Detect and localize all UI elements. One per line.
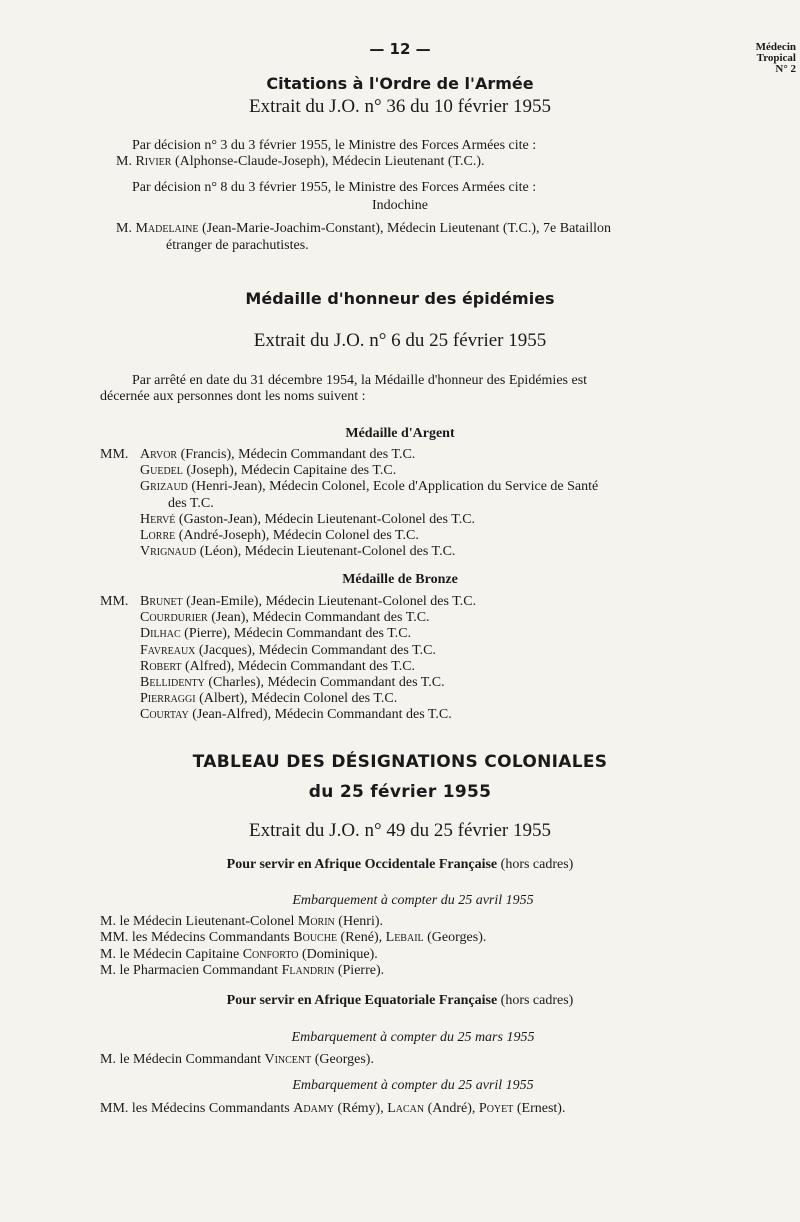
person-details: (Jean-Marie-Joachim-Constant), Médecin Lieutenant (T.C.), 7e Bataillon	[201, 221, 612, 236]
person-name: Robert	[140, 658, 182, 674]
person-name: Pierraggi	[140, 691, 196, 707]
person-name: Dilhac	[140, 626, 181, 642]
person-details: (Francis), Médecin Commandant des T.C.	[180, 447, 416, 462]
list-item	[140, 544, 598, 560]
rank-text: M. le Médecin Lieutenant-Colonel	[100, 914, 298, 929]
list-item	[140, 496, 598, 512]
rank-text: M. le Pharmacien Commandant	[100, 962, 282, 978]
list-item	[140, 528, 598, 544]
person-name: Adamy	[293, 1101, 334, 1116]
medaille-extract: Extrait du J.O. n° 6 du 25 février 1955	[253, 330, 547, 351]
aef-heading	[0, 993, 800, 1009]
person-details: (Alfred), Médecin Commandant des T.C.	[185, 658, 416, 674]
person-name: Courdurier	[140, 610, 208, 626]
aof-embarkation: Embarquement à compter du 25 avril 1955	[292, 893, 534, 908]
journal-mark-line3: N° 2	[775, 63, 796, 75]
list-item	[140, 447, 598, 463]
person-details: (Gaston-Jean), Médecin Lieutenant-Colonel des T.C.	[178, 511, 476, 527]
prefix: M.	[116, 221, 132, 236]
person-name: Morin	[297, 914, 335, 929]
tableau-extract: Extrait du J.O. n° 49 du 25 février 1955	[248, 820, 552, 841]
journal-mark	[716, 42, 796, 75]
person-details: (Jean-Emile), Médecin Lieutenant-Colonel des T.C.	[186, 594, 477, 609]
person-details: (Alphonse-Claude-Joseph), Médecin Lieutenant (T.C.).	[174, 154, 485, 169]
argent-prefix: MM.	[100, 447, 129, 462]
citations-p1-line1: Par décision n° 3 du 3 février 1955, le Ministre des Forces Armées cite :	[132, 138, 537, 153]
person-name: Conforto	[242, 946, 299, 962]
journal-mark-line2: Tropical	[756, 52, 796, 64]
aef-embarkation-1: Embarquement à compter du 25 mars 1955	[291, 1030, 535, 1045]
list-item	[100, 963, 486, 979]
rank-text: MM. les Médecins Commandants	[100, 930, 294, 946]
list-item	[140, 479, 598, 495]
person-details: (Charles), Médecin Commandant des T.C.	[208, 675, 445, 691]
citations-extract: Extrait du J.O. n° 36 du 10 février 1955	[248, 96, 552, 117]
person-name: Madelaine	[135, 221, 199, 236]
person-name: Poyet	[478, 1101, 514, 1116]
page-number: — 12 —	[369, 40, 431, 58]
list-item	[140, 659, 476, 675]
prefix: M.	[116, 154, 132, 169]
aef-heading-main: Pour servir en Afrique Equatoriale Française	[226, 993, 498, 1008]
person-details: (René),	[337, 930, 386, 946]
person-name: Grizaud	[140, 479, 188, 495]
list-item	[140, 626, 476, 642]
medaille-intro-line2: décernée aux personnes dont les noms suivent :	[100, 389, 366, 404]
medaille-title: Médaille d'honneur des épidémies	[245, 289, 555, 308]
list-item	[140, 463, 598, 479]
person-details: (Pierre), Médecin Commandant des T.C.	[184, 626, 412, 642]
person-details: (Georges).	[311, 1052, 374, 1067]
citations-p2-region: Indochine	[372, 198, 428, 213]
person-name: Lorre	[140, 528, 176, 544]
citations-p1-line2	[116, 154, 485, 170]
person-details: (Jean), Médecin Commandant des T.C.	[211, 610, 430, 626]
person-details: (Pierre).	[334, 962, 385, 978]
tableau-title: TABLEAU DES DÉSIGNATIONS COLONIALES	[192, 752, 608, 772]
list-item	[140, 691, 476, 707]
person-name: Lebail	[385, 930, 424, 946]
list-item	[140, 610, 476, 626]
person-details: (André-Joseph), Médecin Colonel des T.C.	[178, 528, 419, 544]
list-item	[140, 675, 476, 691]
bronze-list	[140, 594, 476, 724]
person-details: (Jean-Alfred), Médecin Commandant des T.C.	[192, 707, 452, 723]
person-name: Brunet	[140, 594, 183, 609]
rank-text: M. le Médecin Capitaine	[100, 946, 243, 962]
list-item	[140, 643, 476, 659]
citations-title: Citations à l'Ordre de l'Armée	[266, 74, 534, 93]
aof-heading-note: (hors cadres)	[500, 857, 574, 872]
person-name: Vrignaud	[140, 544, 197, 560]
person-name: Flandrin	[281, 962, 335, 978]
person-details: (Dominique).	[298, 946, 378, 962]
aof-heading-main: Pour servir en Afrique Occidentale Française	[226, 857, 498, 872]
aof-heading	[0, 857, 800, 873]
list-item	[140, 707, 476, 723]
person-details: (André),	[424, 1101, 479, 1116]
list-item	[100, 930, 486, 946]
person-details: (Henri).	[334, 914, 383, 929]
medaille-intro-line1: Par arrêté en date du 31 décembre 1954, la Médaille d'honneur des Epidémies est	[132, 373, 588, 388]
person-name: Lacan	[387, 1101, 425, 1116]
person-details: (Léon), Médecin Lieutenant-Colonel des T.C.	[199, 544, 456, 560]
person-name: Hervé	[140, 511, 176, 527]
aef-line-1	[100, 1052, 374, 1068]
person-details: (Jacques), Médecin Commandant des T.C.	[198, 642, 436, 658]
tableau-subtitle: du 25 février 1955	[308, 782, 492, 802]
person-name: Rivier	[135, 154, 172, 169]
bronze-title: Médaille de Bronze	[342, 572, 458, 587]
argent-list	[140, 447, 598, 560]
aef-heading-note: (hors cadres)	[500, 993, 574, 1008]
person-details: (Albert), Médecin Colonel des T.C.	[199, 691, 398, 707]
argent-title: Médaille d'Argent	[345, 426, 455, 441]
person-details: (Ernest).	[513, 1101, 566, 1116]
journal-mark-line1: Médecin	[755, 41, 796, 53]
person-details: (Rémy),	[333, 1101, 388, 1116]
aef-line-2	[100, 1101, 565, 1117]
list-item	[100, 914, 486, 930]
person-details: (Henri-Jean), Médecin Colonel, Ecole d'Application du Service de Santé	[191, 479, 599, 495]
person-details: (Georges).	[423, 930, 487, 946]
bronze-prefix: MM.	[100, 594, 129, 609]
person-name: Vincent	[264, 1052, 312, 1067]
citations-p2-line1: Par décision n° 8 du 3 février 1955, le Ministre des Forces Armées cite :	[132, 180, 537, 195]
list-item	[100, 947, 486, 963]
citations-p2-line3	[116, 221, 611, 237]
person-name: Bouche	[293, 930, 338, 946]
aef-embarkation-2: Embarquement à compter du 25 avril 1955	[292, 1078, 534, 1093]
person-details: des T.C.	[168, 495, 214, 511]
person-name: Guedel	[140, 463, 183, 479]
person-name: Courtay	[140, 707, 189, 723]
person-details: (Joseph), Médecin Capitaine des T.C.	[186, 463, 397, 479]
person-name: Arvor	[140, 447, 178, 462]
rank-text: MM. les Médecins Commandants	[100, 1101, 294, 1116]
aof-list	[100, 914, 486, 979]
rank-text: M. le Médecin Commandant	[100, 1052, 265, 1067]
list-item	[140, 594, 476, 610]
citations-p2-line4: étranger de parachutistes.	[166, 238, 309, 253]
person-name: Favreaux	[140, 642, 196, 658]
list-item	[140, 512, 598, 528]
person-name: Bellidenty	[140, 675, 205, 691]
